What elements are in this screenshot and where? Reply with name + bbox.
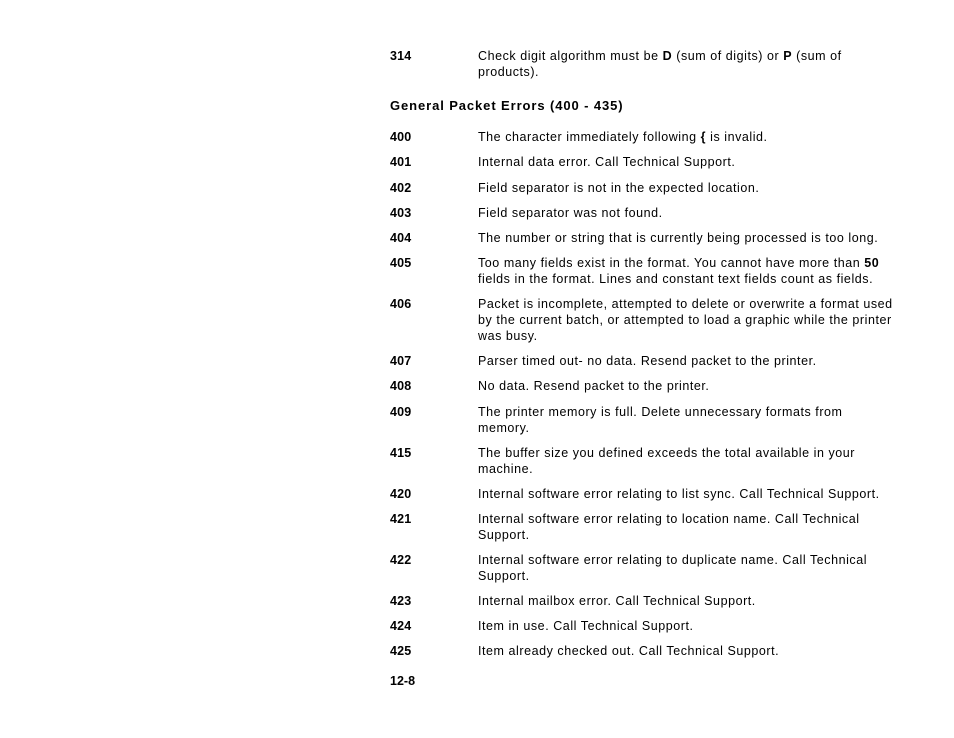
description-line (478, 64, 910, 80)
description-line (478, 129, 910, 145)
description-line (478, 353, 910, 369)
description-line (478, 48, 910, 64)
error-code: 423 (390, 594, 412, 608)
description-text: Packet is incomplete, attempted to delete or overwrite a format used (478, 297, 893, 311)
error-code: 403 (390, 206, 412, 220)
section-heading: General Packet Errors (400 - 435) (390, 98, 624, 113)
description-text: Internal data error. Call Technical Support. (478, 155, 736, 169)
description-text: Item in use. Call Technical Support. (478, 619, 694, 633)
description-text: machine. (478, 462, 534, 476)
description-line (478, 511, 910, 527)
error-code: 404 (390, 231, 412, 245)
description-line (478, 445, 910, 461)
error-description (478, 48, 910, 80)
error-description (478, 230, 910, 246)
description-line (478, 296, 910, 312)
description-line (478, 378, 910, 394)
error-code: 402 (390, 181, 412, 195)
description-text: The buffer size you defined exceeds the total available in your (478, 446, 855, 460)
description-text: by the current batch, or attempted to load a graphic while the printer (478, 313, 892, 327)
error-description (478, 154, 910, 170)
description-text: Internal mailbox error. Call Technical Support. (478, 594, 756, 608)
description-text: Check digit algorithm must be (478, 49, 663, 63)
description-line (478, 328, 910, 344)
description-text: Item already checked out. Call Technical Support. (478, 644, 780, 658)
error-description (478, 552, 910, 584)
error-description (478, 404, 910, 436)
error-description (478, 129, 910, 145)
error-description (478, 593, 910, 609)
description-line (478, 461, 910, 477)
description-text: Too many fields exist in the format. You cannot have more than (478, 256, 865, 270)
error-description (478, 445, 910, 477)
error-code: 407 (390, 354, 412, 368)
error-code: 400 (390, 130, 412, 144)
error-code: 406 (390, 297, 412, 311)
error-code: 408 (390, 379, 412, 393)
description-text: Internal software error relating to list sync. Call Technical Support. (478, 487, 880, 501)
error-code: 421 (390, 512, 412, 526)
error-description (478, 618, 910, 634)
description-text: Internal software error relating to location name. Call Technical (478, 512, 860, 526)
emphasis-text: { (700, 130, 707, 144)
description-line (478, 154, 910, 170)
description-line (478, 593, 910, 609)
description-line (478, 312, 910, 328)
error-code: 420 (390, 487, 412, 501)
description-line (478, 643, 910, 659)
error-description (478, 511, 910, 543)
description-text: Field separator was not found. (478, 206, 663, 220)
error-code: 405 (390, 256, 412, 270)
description-text: fields in the format. Lines and constant text fields count as fields. (478, 272, 874, 286)
description-text: Support. (478, 569, 530, 583)
description-text: The number or string that is currently being processed is too long. (478, 231, 879, 245)
description-text: products). (478, 65, 540, 79)
error-code: 409 (390, 405, 412, 419)
description-text: is invalid. (706, 130, 768, 144)
error-description (478, 296, 910, 344)
description-line (478, 271, 910, 287)
description-text: The printer memory is full. Delete unnecessary formats from (478, 405, 843, 419)
description-text: (sum of (792, 49, 842, 63)
error-code: 424 (390, 619, 412, 633)
description-line (478, 552, 910, 568)
description-line (478, 255, 910, 271)
description-line (478, 420, 910, 436)
description-line (478, 486, 910, 502)
description-line (478, 404, 910, 420)
description-line (478, 568, 910, 584)
error-description (478, 205, 910, 221)
error-description (478, 353, 910, 369)
error-description (478, 486, 910, 502)
description-line (478, 230, 910, 246)
description-text: Parser timed out- no data. Resend packet to the printer. (478, 354, 817, 368)
description-text: was busy. (478, 329, 538, 343)
error-code: 401 (390, 155, 412, 169)
description-line (478, 180, 910, 196)
page-number: 12-8 (390, 674, 416, 688)
error-code: 425 (390, 644, 412, 658)
error-description (478, 643, 910, 659)
description-text: memory. (478, 421, 530, 435)
error-code: 314 (390, 49, 412, 63)
description-line (478, 205, 910, 221)
description-line (478, 527, 910, 543)
description-text: No data. Resend packet to the printer. (478, 379, 710, 393)
description-text: (sum of digits) or (672, 49, 784, 63)
error-description (478, 378, 910, 394)
error-code: 415 (390, 446, 412, 460)
description-line (478, 618, 910, 634)
emphasis-text: 50 (864, 256, 880, 270)
error-code: 422 (390, 553, 412, 567)
emphasis-text: P (783, 49, 793, 63)
error-description (478, 255, 910, 287)
description-text: Internal software error relating to duplicate name. Call Technical (478, 553, 868, 567)
description-text: Support. (478, 528, 530, 542)
description-text: The character immediately following (478, 130, 701, 144)
error-description (478, 180, 910, 196)
emphasis-text: D (662, 49, 673, 63)
description-text: Field separator is not in the expected location. (478, 181, 760, 195)
